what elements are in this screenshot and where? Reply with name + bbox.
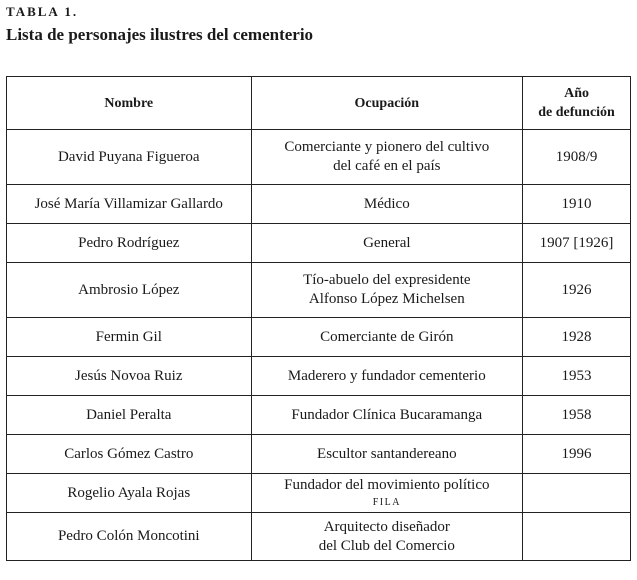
occupation-line: General — [363, 234, 411, 251]
cell-year: 1953 — [523, 357, 631, 396]
table-row — [7, 263, 631, 318]
table-row — [7, 357, 631, 396]
cell-year: 1958 — [523, 396, 631, 435]
cell-name: Daniel Peralta — [7, 396, 252, 435]
cell-year: 1908/9 — [523, 130, 631, 185]
cell-name: Jesús Novoa Ruiz — [7, 357, 252, 396]
header-row — [7, 77, 631, 130]
cell-occupation — [251, 130, 523, 185]
cell-year: 1907 [1926] — [523, 224, 631, 263]
occupation-line: Maderero y fundador cementerio — [287, 367, 486, 384]
cell-occupation — [251, 263, 523, 318]
cell-name: Pedro Colón Moncotini — [7, 513, 252, 561]
cell-occupation — [251, 318, 523, 357]
table-title: Lista de personajes ilustres del cementerio — [6, 25, 314, 44]
table-row — [7, 185, 631, 224]
cell-occupation — [251, 185, 523, 224]
cell-name: Fermin Gil — [7, 318, 252, 357]
table-row — [7, 474, 631, 513]
occupation-line: Médico — [363, 195, 410, 212]
cell-year: 1928 — [523, 318, 631, 357]
cell-year: 1996 — [523, 435, 631, 474]
cell-occupation — [251, 357, 523, 396]
cell-occupation — [251, 435, 523, 474]
cell-occupation — [251, 474, 523, 513]
occupation-line: del Club del Comercio — [318, 537, 455, 554]
cell-occupation — [251, 396, 523, 435]
cell-name: José María Villamizar Gallardo — [7, 185, 252, 224]
header-year-line1: Año — [564, 86, 589, 101]
cell-year: 1926 — [523, 263, 631, 318]
cell-year: 1910 — [523, 185, 631, 224]
occupation-line: Tío-abuelo del expresidente — [303, 272, 471, 288]
table-row — [7, 513, 631, 561]
occupation-line: Fundador del movimiento político — [284, 476, 490, 493]
header-name: Nombre — [7, 77, 252, 130]
table-row — [7, 396, 631, 435]
header-year-line2: de defunción — [538, 105, 615, 120]
cell-name: David Puyana Figueroa — [7, 130, 252, 185]
personajes-table — [6, 76, 631, 561]
occupation-line: Comerciante y pionero del cultivo — [284, 139, 490, 155]
table-row — [7, 130, 631, 185]
table-row — [7, 435, 631, 474]
cell-name: Ambrosio López — [7, 263, 252, 318]
table-row — [7, 224, 631, 263]
cell-name: Pedro Rodríguez — [7, 224, 252, 263]
occupation-line: del café en el país — [333, 158, 441, 174]
cell-name: Rogelio Ayala Rojas — [7, 474, 252, 513]
cell-year — [523, 474, 631, 513]
occupation-line: Comerciante de Girón — [320, 328, 454, 345]
header-occupation: Ocupación — [251, 77, 523, 130]
header-year — [523, 77, 631, 130]
occupation-line: Alfonso López Michelsen — [308, 291, 465, 307]
table-label: TABLA 1. — [6, 4, 79, 19]
table-row — [7, 318, 631, 357]
cell-name: Carlos Gómez Castro — [7, 435, 252, 474]
occupation-line: Escultor santandereano — [317, 445, 457, 462]
cell-occupation — [251, 224, 523, 263]
cell-year — [523, 513, 631, 561]
occupation-line: Arquitecto diseñador — [323, 518, 450, 535]
occupation-acronym: FILA — [372, 496, 401, 508]
occupation-line: Fundador Clínica Bucaramanga — [291, 406, 483, 423]
cell-occupation — [251, 513, 523, 561]
